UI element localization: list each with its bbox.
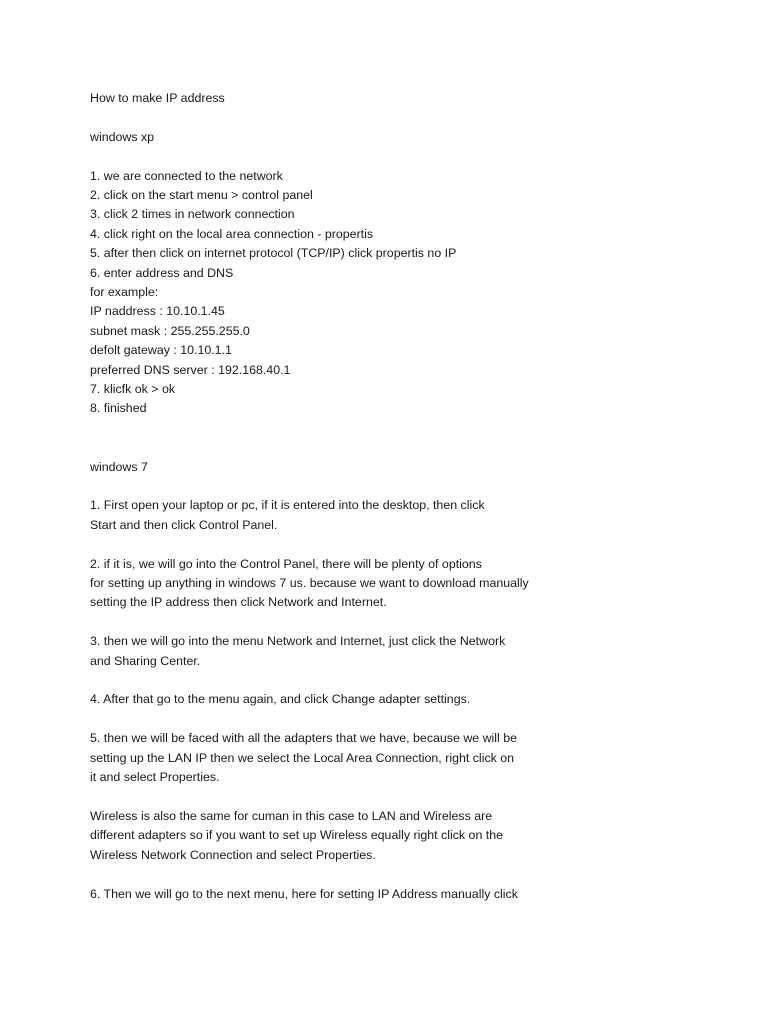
win7-paragraph-line: setting the IP address then click Network and Internet. xyxy=(90,595,387,610)
win7-paragraph-line: different adapters so if you want to set up Wireless equally right click on the xyxy=(90,828,504,843)
xp-step: 4. click right on the local area connection - propertis xyxy=(90,226,374,241)
win7-paragraph-line: 4. After that go to the menu again, and click Change adapter settings. xyxy=(90,692,471,707)
win7-paragraph-line: 5. then we will be faced with all the adapters that we have, because we will be xyxy=(90,731,518,746)
xp-example-label: for example: xyxy=(90,285,159,300)
win7-paragraph-line: 2. if it is, we will go into the Control Panel, there will be plenty of options xyxy=(90,556,482,571)
xp-step: 1. we are connected to the network xyxy=(90,168,283,183)
win7-paragraph-line: and Sharing Center. xyxy=(90,653,201,668)
win7-paragraph-line: 3. then we will go into the menu Network and Internet, just click the Network xyxy=(90,634,506,649)
xp-subnet-mask: subnet mask : 255.255.255.0 xyxy=(90,323,250,338)
win7-paragraph-line: it and select Properties. xyxy=(90,770,220,785)
xp-default-gateway: defolt gateway : 10.10.1.1 xyxy=(90,343,232,358)
xp-step: 7. klicfk ok > ok xyxy=(90,382,176,397)
section-heading-windows-7: windows 7 xyxy=(90,459,148,474)
xp-step: 3. click 2 times in network connection xyxy=(90,207,295,222)
blank-line xyxy=(90,419,730,458)
xp-step: 8. finished xyxy=(90,401,147,416)
win7-paragraph-line: 1. First open your laptop or pc, if it is entered into the desktop, then click xyxy=(90,498,485,513)
xp-step: 2. click on the start menu > control panel xyxy=(90,188,313,202)
xp-preferred-dns: preferred DNS server : 192.168.40.1 xyxy=(90,362,291,377)
win7-paragraph-line: Wireless is also the same for cuman in this case to LAN and Wireless are xyxy=(90,808,493,823)
win7-paragraph-line: 6. Then we will go to the next menu, here for setting IP Address manually click xyxy=(90,886,518,901)
blank-line xyxy=(90,535,730,554)
win7-paragraph-line: for setting up anything in windows 7 us. because we want to download manually xyxy=(90,576,529,591)
blank-line xyxy=(90,477,730,496)
win7-paragraph-line: Start and then click Control Panel. xyxy=(90,517,278,532)
xp-ip-address: IP naddress : 10.10.1.45 xyxy=(90,304,225,319)
xp-step: 5. after then click on internet protocol (TCP/IP) click propertis no IP xyxy=(90,246,457,261)
document-body xyxy=(90,89,730,904)
blank-line xyxy=(90,671,730,690)
section-heading-windows-xp: windows xp xyxy=(90,129,155,144)
blank-line xyxy=(90,108,730,127)
win7-paragraph-line: setting up the LAN IP then we select the Local Area Connection, right click on xyxy=(90,750,515,765)
blank-line xyxy=(90,788,730,807)
blank-line xyxy=(90,710,730,729)
blank-line xyxy=(90,865,730,884)
xp-step: 6. enter address and DNS xyxy=(90,265,234,280)
blank-line xyxy=(90,147,730,166)
blank-line xyxy=(90,613,730,632)
document-title: How to make IP address xyxy=(90,91,225,105)
win7-paragraph-line: Wireless Network Connection and select Properties. xyxy=(90,847,376,862)
